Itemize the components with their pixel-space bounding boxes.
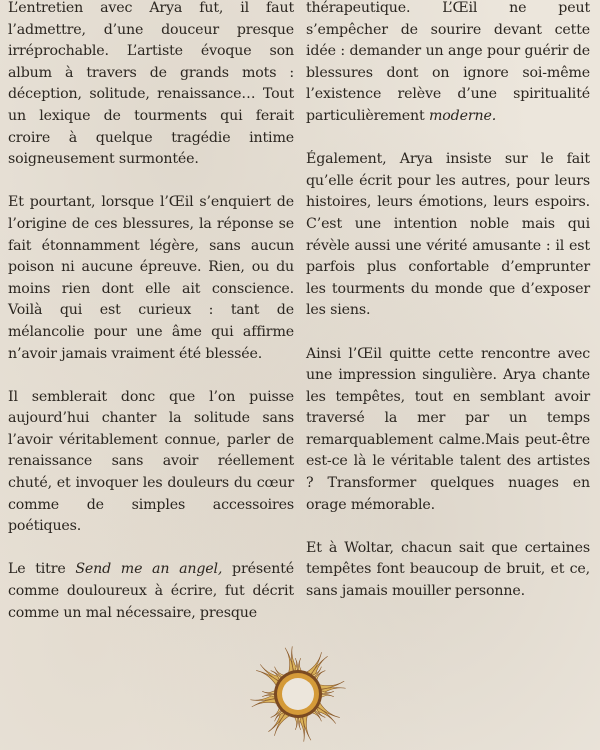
paragraph-conclusion: Ainsi l’Œil quitte cette rencontre avec une impression singulière. Arya chante les tempêtes, tout en semblant avoir traversé la mer par un temps remarquablement calme.Mais peut-être est-ce là le véritable talent des artistes ? Transformer quelques nuages en orage mémorable. — [306, 345, 590, 513]
title-intro-text: Le titre — [8, 561, 76, 578]
title-description-text: présenté comme douloureux à écrire, fut décrit comme un mal nécessaire, presque — [8, 561, 294, 621]
paragraph-woltar: Et à Woltar, chacun sait que certaines tempêtes font beaucoup de bruit, et ce, sans jamais mouiller personne. — [306, 539, 590, 600]
song-title: Send me an angel, — [75, 561, 223, 578]
sun-center — [282, 678, 314, 710]
sun-icon — [248, 644, 348, 744]
paragraph-origin-wounds: Et pourtant, lorsque l’Œil s’enquiert de l’origine de ces blessures, la réponse se fait étonnamment légère, sans aucun poison ni aucune épreuve. Rien, ou du moins rien dont elle ait conscience. Voilà qui est curieux : tant de mélancolie pour une âme qui affirme n’avoir jamais vraiment été blessée. — [8, 194, 294, 362]
paragraph-interview-intro: L’entretien avec Arya fut, il faut l’admettre, d’une douceur presque irréprochable. L’artiste évoque son album à travers de grands mots : déception, solitude, renaissance… Tout un lexique de tourments qui ferait croire à quelque tragédie intime soigneusement surmontée. — [8, 0, 294, 168]
paragraph-solitude: Il semblerait donc que l’on puisse aujourd’hui chanter la solitude sans l’avoir véritablement connue, parler de renaissance sans avoir réellement chuté, et invoquer les douleurs du cœur comme de simples accessoires poétiques. — [8, 388, 294, 535]
emphasis-modern: moderne. — [428, 107, 497, 124]
left-column — [8, 0, 294, 646]
paragraph-writing-for-others: Également, Arya insiste sur le fait qu’elle écrit pour les autres, pour leurs histoires, leurs émotions, leurs espoirs. C’est une intention noble mais qui révèle aussi une vérité amusante : il est parfois plus confortable d’emprunter les tourments du monde que d’exposer les siens. — [306, 151, 590, 319]
therapeutic-text: thérapeutique. L’Œil ne peut s’empêcher de sourire devant cette idée : demander un ange pour guérir de blessures dont on ignore soi-même l’existence relève d’une spiritualité particulièrement — [306, 0, 590, 124]
paragraph-title — [8, 559, 294, 624]
right-column — [306, 0, 590, 624]
paragraph-therapeutic — [306, 0, 590, 128]
